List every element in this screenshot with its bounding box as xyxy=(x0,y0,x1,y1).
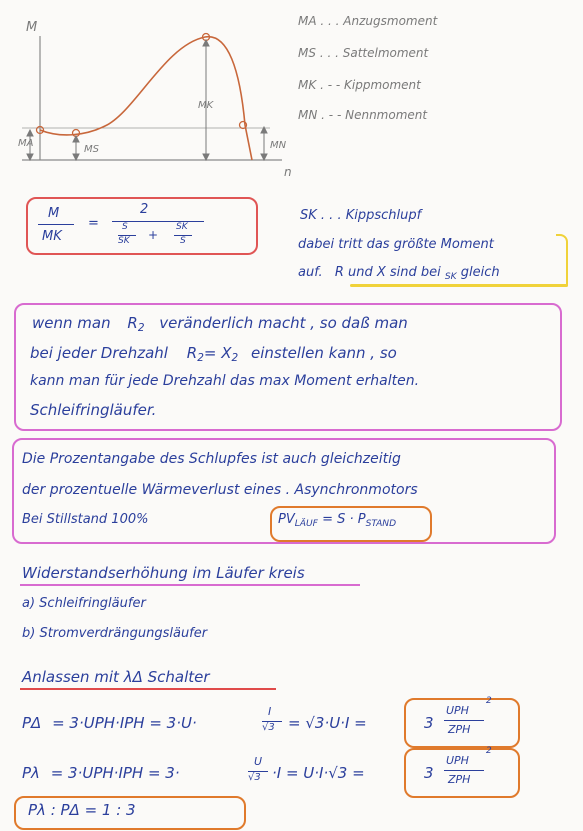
delta-frac-den: √3 xyxy=(262,722,275,733)
delta-rest: = √3·U·I = xyxy=(288,714,367,732)
star-equation: Pλ = 3·UPH·IPH = 3· xyxy=(22,764,180,782)
kloss-lhs-den: MK xyxy=(42,229,62,244)
legend-item-mk: MK . - - Kippmoment xyxy=(298,78,421,92)
kipp-note-line3: auf. R und X sind bei $_{SK}$ gleich xyxy=(298,265,500,282)
legend-item-mn: MN . - - Nennmoment xyxy=(298,108,428,122)
pink-line2: bei jeder Drehzahl $R_2= X_2$ einstellen kann , so xyxy=(30,344,397,364)
starting-underline xyxy=(20,688,276,690)
star-result-den: ZPH xyxy=(448,773,471,786)
ma-label: MA xyxy=(18,138,34,149)
kipp-note-line2: dabei tritt das größte Moment xyxy=(298,237,494,252)
kipp-note-underline xyxy=(350,284,568,287)
star-rest: ·I = U·I·√3 = xyxy=(272,764,365,782)
pink-line4: Schleifringläufer. xyxy=(30,401,157,419)
kipp-note-bracket xyxy=(556,234,568,286)
resistance-item-a: a) Schleifringläufer xyxy=(22,596,146,611)
delta-equation: PΔ = 3·UPH·IPH = 3·U· xyxy=(22,714,197,732)
mn-label: MN xyxy=(270,140,287,151)
delta-frac-num: I xyxy=(268,705,272,718)
ms-label: MS xyxy=(84,144,99,155)
kipp-note-line1: SK . . . Kippschlupf xyxy=(300,208,422,223)
delta-result-den: ZPH xyxy=(448,723,471,736)
kloss-plus: + xyxy=(148,228,159,242)
star-frac-den: √3 xyxy=(248,772,261,783)
slip-formula: $PV_{LÄUF} = S \cdot P_{STAND}$ xyxy=(278,512,397,529)
kloss-f1-num: S xyxy=(122,222,128,232)
slip-line2: der prozentuelle Wärmeverlust eines . Asynchronmotors xyxy=(22,482,418,498)
kloss-lhs-num: M xyxy=(48,206,60,221)
kloss-equals: = xyxy=(88,216,99,231)
star-result-3: 3 xyxy=(424,764,434,782)
pink-line1: wenn man $R_2$ veränderlich macht , so daß man xyxy=(32,314,408,334)
torque-curve xyxy=(40,37,252,160)
legend-item-ma: MA . . . Anzugsmoment xyxy=(298,14,438,28)
starting-title: Anlassen mit λΔ Schalter xyxy=(22,668,210,686)
kloss-f1-den: SK xyxy=(118,236,130,246)
resistance-underline xyxy=(20,584,360,586)
axis-y-label: M xyxy=(26,20,38,35)
kloss-f2-den: S xyxy=(180,236,186,246)
delta-result-3: 3 xyxy=(424,714,434,732)
kloss-rhs-num: 2 xyxy=(140,202,149,217)
mk-label: MK xyxy=(198,100,214,111)
star-result-sup: 2 xyxy=(486,746,492,756)
axis-x-label: n xyxy=(284,165,292,179)
slip-line3: Bei Stillstand 100% xyxy=(22,512,149,527)
kloss-f2-num: SK xyxy=(176,222,188,232)
star-result-num: UPH xyxy=(446,754,469,767)
resistance-title: Widerstandserhöhung im Läufer kreis xyxy=(22,564,305,582)
legend-item-ms: MS . . . Sattelmoment xyxy=(298,46,429,60)
pink-line3: kann man für jede Drehzahl das max Moment erhalten. xyxy=(30,373,420,389)
star-frac-num: U xyxy=(254,755,263,768)
resistance-item-b: b) Stromverdrängungsläufer xyxy=(22,626,208,641)
delta-result-num: UPH xyxy=(446,704,469,717)
slip-line1: Die Prozentangabe des Schlupfes ist auch gleichzeitig xyxy=(22,451,401,467)
delta-result-sup: 2 xyxy=(486,696,492,706)
ratio-text: Pλ : PΔ = 1 : 3 xyxy=(28,801,136,819)
